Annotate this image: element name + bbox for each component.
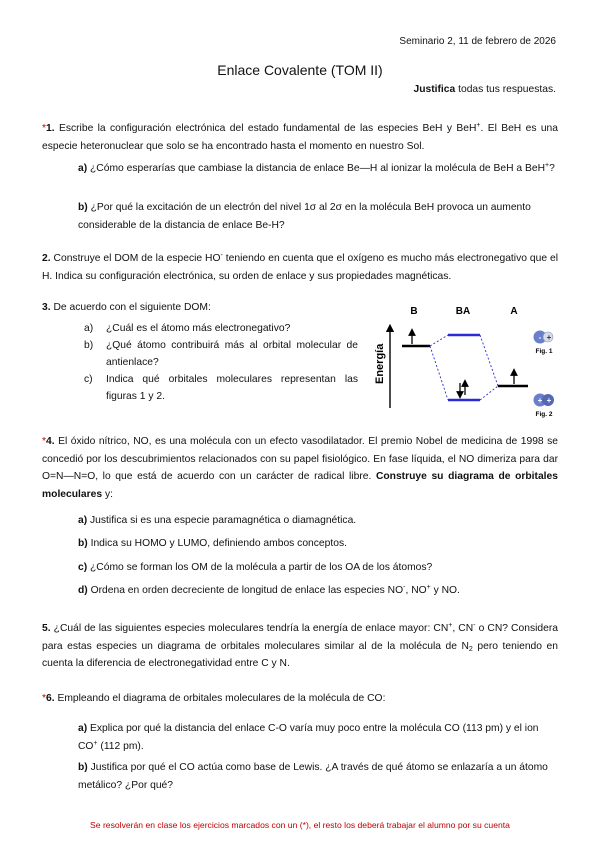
q5-text-d: pero teniendo en cuenta la diferencia de electronegatividad entre C y N. [42, 640, 558, 669]
q1-text-a: Escribe la configuración electrónica del estado fundamental de las especies BeH y BeH [54, 123, 477, 134]
question-4b [78, 535, 558, 553]
col-label-ba: BA [455, 306, 471, 317]
fig2-sign-right: + [546, 396, 552, 405]
q1-number: 1. [46, 123, 55, 134]
q4-star: * [42, 436, 47, 447]
q4b-text: Indica su HOMO y LUMO, definiendo ambos conceptos. [87, 538, 347, 549]
question-1 [42, 120, 558, 155]
q3-item-text: Indica qué orbitales moleculares representan las figuras 1 y 2. [106, 374, 358, 402]
q5-number: 5. [42, 623, 51, 634]
q4c-text: ¿Cómo se forman los OM de la molécula a partir de los OA de los átomos? [87, 562, 433, 573]
q4d-sup1: - [403, 584, 406, 591]
correlation-line [480, 386, 498, 400]
q5-sup2: - [473, 622, 476, 629]
q3-item-c [84, 371, 358, 405]
q3-number: 3. [42, 302, 51, 313]
q3-item-label: c) [84, 374, 93, 385]
instruction-bold: Justifica [413, 84, 456, 95]
q3-list [84, 320, 358, 405]
question-2 [42, 250, 558, 285]
question-3 [42, 299, 211, 316]
question-5 [42, 620, 558, 673]
q1b-text: ¿Por qué la excitación de un electrón del nivel 1σ al 2σ en la molécula BeH provoca un aumento considerable de la distancia de enlace Be-H? [78, 202, 531, 231]
q6a-text-b: (112 pm). [97, 740, 144, 752]
q4a-label: a) [78, 515, 88, 526]
fig2-label: Fig. 2 [535, 411, 553, 418]
q3-item-b [84, 337, 358, 371]
q5-text-a: ¿Cuál de las siguientes especies moleculares tendría la energía de enlace mayor: CN [50, 623, 449, 634]
q4-text: El óxido nítrico, NO, es una molécula con un efecto vasodilatador. El premio Nobel de medicina de 1998 se concedió por los descubrimientos relacionados con su papel fisiológico. En fase líquida, el NO dimeriza para dar O=N—N=O, lo que está de acuerdo con un carácter de radical libre. [42, 436, 558, 482]
q4d-text-a: Ordena en orden decreciente de longitud de enlace las especies NO [87, 585, 404, 596]
instruction-line [413, 84, 556, 95]
q3-item-label: b) [84, 340, 94, 351]
fig1-label: Fig. 1 [535, 348, 553, 355]
q3-item-label: a) [84, 323, 94, 334]
q1a-label: a) [78, 163, 88, 174]
q2-text-b: teniendo en cuenta que el oxígeno es mucho más electronegativo que el H. Indica su configuración electrónica, su orden de enlace y sus propiedades magnéticas. [42, 253, 558, 282]
fig1-sign-right: + [546, 333, 552, 342]
q4b-label: b) [78, 538, 88, 549]
correlation-line [430, 335, 448, 346]
q5-text-c: o CN? Considera para estas especies un diagrama de orbitales moleculares similar al de la molécula de N [42, 623, 558, 652]
question-6a [78, 720, 558, 755]
question-6 [42, 690, 558, 708]
q6-text: Empleando el diagrama de orbitales moleculares de la molécula de CO: [54, 693, 386, 704]
q3-text: De acuerdo con el siguiente DOM: [50, 302, 211, 313]
q4d-sup2: + [426, 584, 431, 591]
fig2-orbital-icon [534, 394, 555, 407]
correlation-line [430, 346, 448, 400]
q4-end: y: [102, 488, 113, 500]
mo-diagram [368, 298, 568, 422]
q6a-text-a: Explica por qué la distancia del enlace C-O varía muy poco entre la molécula CO (113 pm) y el ion CO [78, 723, 539, 752]
q6a-label: a) [78, 723, 88, 734]
page-title: Enlace Covalente (TOM II) [217, 62, 383, 78]
q3-item-text: ¿Cuál es el átomo más electronegativo? [106, 323, 291, 334]
question-1a [78, 160, 558, 178]
q1-sup: + [476, 122, 481, 129]
correlation-line [480, 335, 498, 386]
question-1b [78, 199, 558, 234]
fig2-sign-left: + [537, 396, 543, 405]
q2-number: 2. [42, 253, 51, 264]
q1-text-b: . El BeH es una especie heteronuclear que solo se ha encontrado hasta el momento en nuestro Sol. [42, 123, 558, 152]
q2-sup: - [220, 252, 223, 259]
q2-text-a: Construye el DOM de la especie HO [50, 253, 221, 264]
question-4a [78, 512, 558, 530]
question-4d [78, 582, 558, 600]
footer-note: Se resolverán en clase los ejercicios marcados con un (*), el resto los deberá trabajar el alumno por su cuenta [90, 820, 510, 830]
q6a-sup: + [93, 739, 98, 747]
q3-item-text: ¿Qué átomo contribuirá más al orbital molecular de antienlace? [106, 340, 358, 368]
col-label-b: B [410, 306, 418, 317]
q4a-text: Justifica si es una especie paramagnética o diamagnética. [87, 515, 357, 526]
q1b-label: b) [78, 202, 88, 213]
energy-axis-label: Energía [374, 343, 386, 384]
q6b-label: b) [78, 762, 88, 773]
q4-number: 4. [46, 436, 55, 447]
q6b-text: Justifica por qué el CO actúa como base de Lewis. ¿A través de qué átomo se enlazaría a un átomo metálico? ¿Por qué? [78, 762, 548, 791]
q4d-text-b: , NO [405, 585, 427, 596]
q6-number: 6. [46, 693, 55, 704]
q4d-text-c: y NO. [430, 585, 460, 596]
q5-sup1: + [448, 622, 453, 629]
seminar-date: Seminario 2, 11 de febrero de 2026 [399, 36, 556, 47]
question-4c [78, 559, 558, 577]
question-6b [78, 759, 558, 794]
question-4 [42, 433, 558, 503]
q3-item-a [84, 320, 358, 337]
q4c-label: c) [78, 562, 88, 573]
instruction-rest: todas tus respuestas. [455, 84, 556, 95]
fig1-orbital-icon [534, 331, 554, 344]
q5-text-b: , CN [452, 623, 474, 634]
q1a-sup: + [545, 162, 550, 169]
col-label-a: A [510, 306, 518, 317]
q4d-label: d) [78, 585, 88, 596]
q5-sub1: 2 [468, 645, 473, 653]
fig1-sign-left: - [538, 333, 542, 342]
q1a-text: ¿Cómo esperarías que cambiase la distancia de enlace Be—H al ionizar la molécula de BeH a BeH [87, 163, 546, 174]
q4-bold-tail: Construye su diagrama de orbitales moleculares [42, 471, 558, 500]
q6-star: * [42, 693, 47, 704]
q1a-end: ? [549, 163, 555, 174]
q1-star: * [42, 123, 47, 134]
